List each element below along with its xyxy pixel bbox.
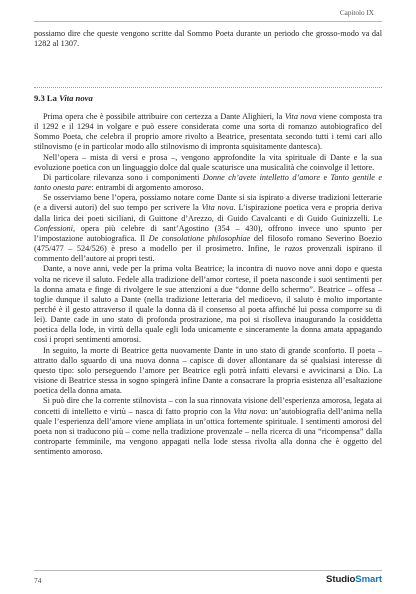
paragraph-7 [34, 396, 382, 457]
italic-title: Vita nova [284, 112, 317, 121]
running-header: Capitolo IX [339, 9, 374, 17]
text-run: , opera più celebre di sant’Agostino (354 – 430), offrono invece uno spunto per l’impostazione autobiografica. Il [34, 223, 382, 243]
paragraph-1 [34, 112, 382, 153]
italic-title: Donne ch’avete intelletto d’amore [202, 172, 321, 182]
italic-title: Confessioni [34, 223, 73, 233]
text-run: e [320, 172, 331, 182]
text-run: Prima opera che è possibile attribuire con certezza a Dante Alighieri, la [43, 112, 285, 121]
logo-part-studio: Studio [326, 574, 356, 585]
paragraph-2: Nell’opera – mista di versi e prosa –, vengono approfondite la vita spirituale di Dante e la sua evoluzione poetica con un linguaggio dolce dal quale scaturisce una musicalità che coinvolge il lettore. [34, 152, 382, 172]
logo-part-smart: Smart [355, 574, 382, 585]
section-heading [34, 93, 93, 103]
italic-title: razos [284, 244, 303, 254]
paragraph-5: Dante, a nove anni, vede per la prima volta Beatrice; la incontra di nuovo nove anni dopo e questa volta ne riceve il saluto. Fedele alla tradizione dell’amor cortese, il poeta nasconde i suoi sentimenti per la donna amata e finge di rivolgere le sue attenzioni a due “donne dello schermo”. Beatrice – offesa – toglie dunque il saluto a Dante (nella tradizione letteraria del medioevo, il saluto è molto importante perché è il gesto attraverso il quale la donna dà il consenso al poeta affinché lui possa comporre su di lei). Dante cade in uno stato di profonda prostrazione, ma poi si risolleva inaugurando la cosiddetta poetica della lode, in virtù della quale egli loda unicamente e sinceramente la donna amata appagando così i propri sentimenti amorosi. [34, 264, 382, 345]
text-run: viene composta tra il 1292 e il 1294 in volgare e può essere considerata come una sorta di romanzo autobiografico del Sommo Poeta, che celebra il proprio amore rivolto a Beatrice, presentata secondo tutti i temi cari allo stilnovismo (e in particolar modo allo stilnovismo di impronta squisitamente dantesca). [34, 112, 383, 152]
publisher-logo [326, 574, 382, 585]
paragraph-6: In seguito, la morte di Beatrice getta nuovamente Dante in uno stato di grande sconforto. Il poeta – attratto dallo sguardo di una nuova donna – capisce di dover allontanare da sé qualsiasi interesse di questo tipo: solo perseguendo l’amore per Beatrice egli potrà infatti elevarsi e avvicinarsi a Dio. La visione di Beatrice stessa in sogno spingerà infine Dante a consacrare la propria esistenza all’esaltazione poetica della donna amata. [34, 345, 382, 396]
text-run: Si può dire che la corrente stilnovista – con la sua rinnovata visione dell’esperienza amorosa, legata ai concetti di intelletto e virtù – nasca di fatto proprio con la [34, 396, 382, 416]
section-divider [34, 87, 382, 88]
text-run: del filosofo romano Severino Boezio (475/477 – 524/526) è preso a modello per il prosimetro. Infine, le [34, 233, 383, 254]
text-run: Se osserviamo bene l’opera, possiamo notare come Dante si sia ispirato a diverse tradizioni letterarie (e a diversi autori) del suo tempo per scrivere la [34, 193, 382, 213]
text-run: Di particolare rilevanza sono i componimenti [43, 172, 203, 182]
header-rule [34, 21, 382, 22]
section-body [34, 112, 382, 457]
text-run: . L’ispirazione poetica vera e propria deriva dalla lirica dei poeti siciliani, di Guittone d’Arezzo, di Guido Cavalcanti e di Guido Guinizzelli. Le [34, 203, 382, 223]
italic-title: De consolatione philosophiae [148, 233, 251, 243]
intro-text: possiamo dire che queste vengono scritte dal Sommo Poeta durante un periodo che grosso-modo va dal 1282 al 1307. [34, 29, 382, 49]
paragraph-4 [34, 193, 382, 264]
intro-paragraph [34, 29, 382, 49]
text-run: provenzali ispirano il commento dell’autore ai propri testi. [34, 244, 383, 264]
italic-title: Tanto gentile e tanto onesta pare [34, 172, 382, 193]
paragraph-3 [34, 173, 382, 193]
text-run: : un’autobiografia dell’anima nella quale l’esperienza dell’amore viene ampliata in un’ottica fortemente spirituale. I sentimenti amorosi del poeta non si traducono più – come nella tradizione provenzale – nella ricerca di una “ricompensa” dalla controparte femminile, ma vengono appagati nella lode stessa rivolta alla donna che è oggetto del sentimento amoroso. [34, 406, 382, 457]
page-number: 74 [34, 576, 42, 585]
italic-title: Vita nova [233, 406, 266, 416]
italic-title: Vita nova [201, 203, 234, 213]
section-number: 9.3 La [34, 93, 57, 103]
section-title: Vita nova [59, 93, 93, 103]
footer-rule [34, 570, 382, 571]
text-run: : entrambi di argomento amoroso. [91, 183, 204, 193]
